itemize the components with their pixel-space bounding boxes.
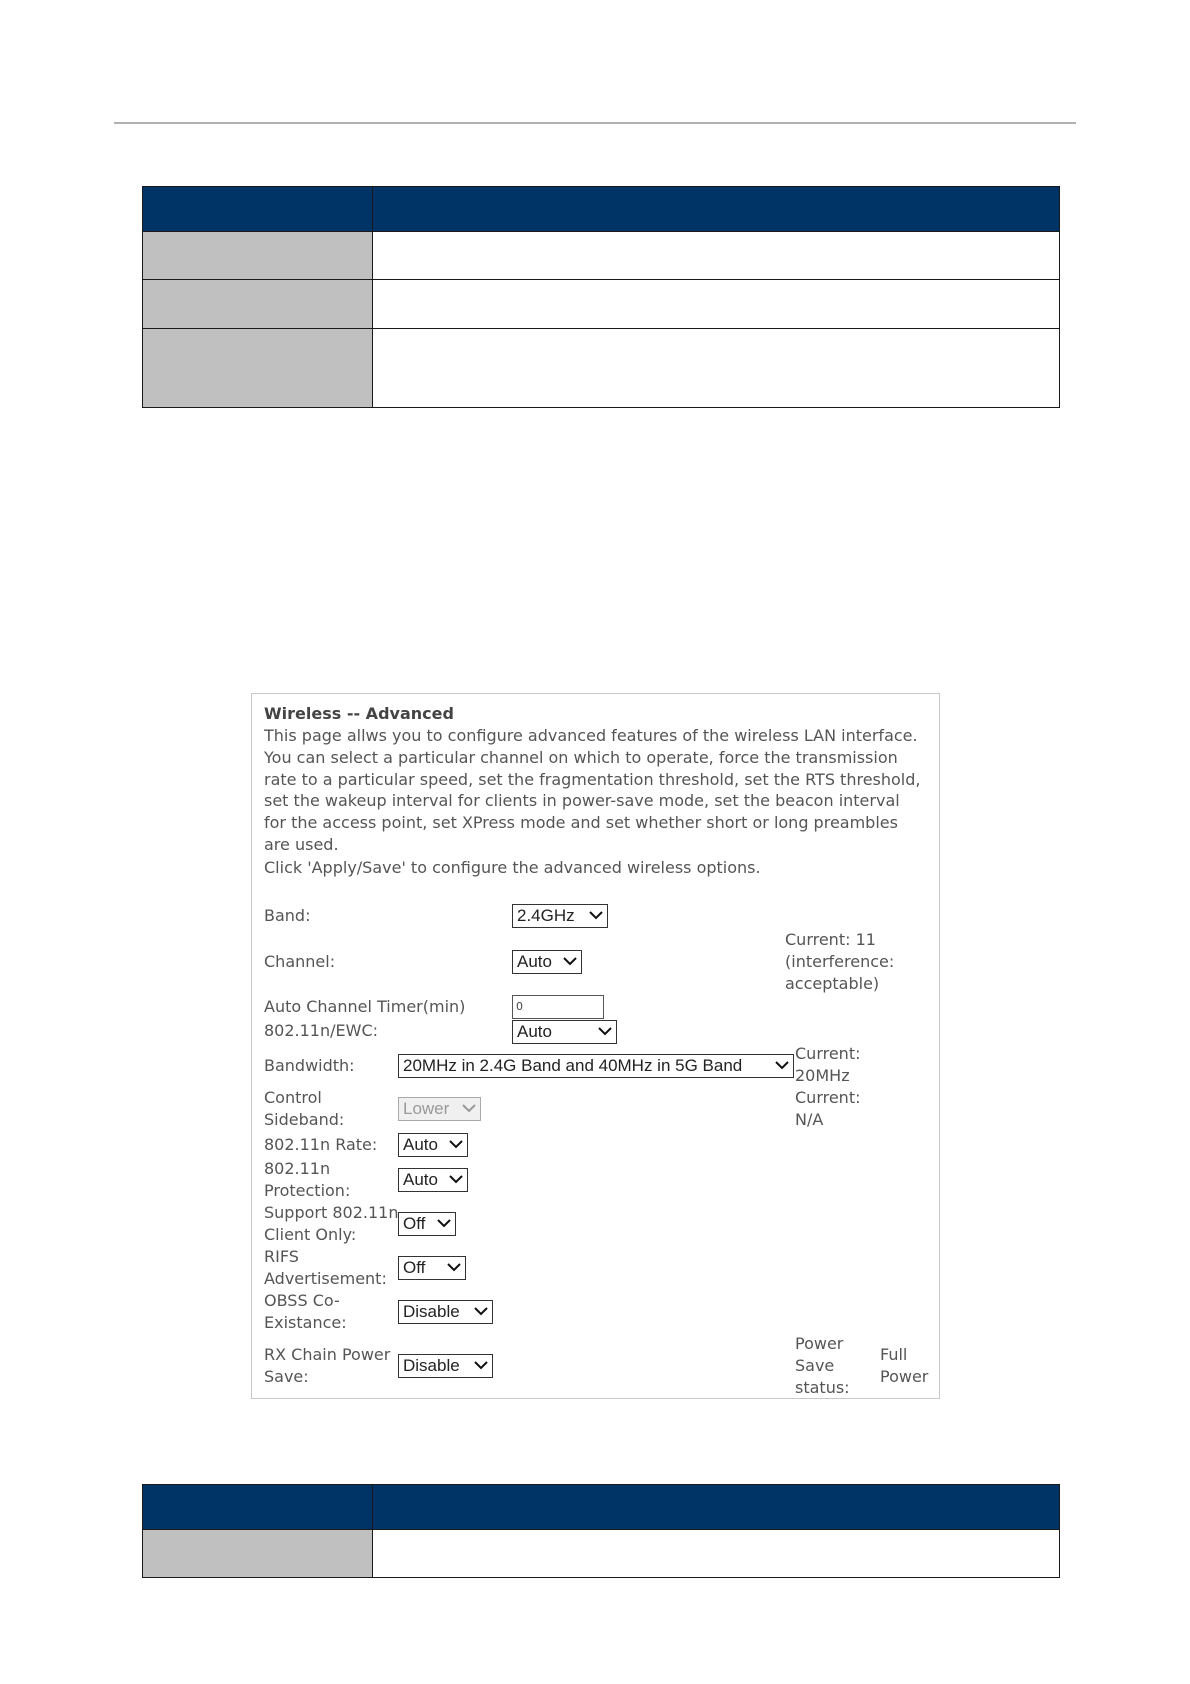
band-select[interactable]: 2.4GHz bbox=[512, 904, 608, 928]
rifs-label-line1: RIFS bbox=[264, 1247, 299, 1266]
channel-select[interactable]: Auto bbox=[512, 950, 582, 974]
chevron-down-icon bbox=[447, 1262, 461, 1272]
chevron-down-icon bbox=[449, 1139, 463, 1149]
table-row bbox=[143, 232, 1060, 280]
channel-current-line2: (interference: bbox=[785, 952, 895, 971]
description-table-bottom bbox=[142, 1484, 1060, 1578]
power-save-status-label-line2: Save bbox=[795, 1356, 835, 1375]
control-sideband-select[interactable]: Lower bbox=[398, 1097, 481, 1121]
control-sideband-label-line2: Sideband: bbox=[264, 1110, 345, 1129]
control-sideband-current-line1: Current: bbox=[795, 1088, 861, 1107]
rifs-select[interactable]: Off bbox=[398, 1256, 466, 1280]
power-save-status-label-line1: Power bbox=[795, 1334, 844, 1353]
n-client-only-select[interactable]: Off bbox=[398, 1212, 456, 1236]
chevron-down-icon bbox=[462, 1103, 476, 1113]
panel-description: This page allws you to configure advanced features of the wireless LAN interface. You can select a particular channel on which to operate, force the transmission rate to a particular speed, set the fragmentation threshold, set the RTS threshold, set the wakeup interval for clients in power-save mode, set the beacon interval for the access point, set XPress mode and set whether short or long preambles are used. bbox=[264, 726, 921, 854]
control-sideband-label-line1: Control bbox=[264, 1088, 322, 1107]
band-label: Band: bbox=[264, 906, 311, 925]
ewc-select[interactable]: Auto bbox=[512, 1020, 617, 1044]
power-save-status-label-line3: status: bbox=[795, 1378, 850, 1397]
n-client-only-label-line1: Support 802.11n bbox=[264, 1203, 399, 1222]
chevron-down-icon bbox=[563, 956, 577, 966]
bandwidth-label: Bandwidth: bbox=[264, 1056, 355, 1075]
n-rate-label: 802.11n Rate: bbox=[264, 1135, 378, 1154]
auto-channel-timer-input[interactable]: 0 bbox=[512, 995, 604, 1019]
power-save-status-value-line1: Full bbox=[880, 1345, 908, 1364]
control-sideband-current-line2: N/A bbox=[795, 1110, 824, 1129]
chevron-down-icon bbox=[437, 1218, 451, 1228]
obss-label-line1: OBSS Co- bbox=[264, 1291, 340, 1310]
chevron-down-icon bbox=[474, 1306, 488, 1316]
n-protection-label-line1: 802.11n bbox=[264, 1159, 331, 1178]
page-header-rule bbox=[114, 122, 1076, 124]
rifs-label-line2: Advertisement: bbox=[264, 1269, 387, 1288]
chevron-down-icon bbox=[598, 1026, 612, 1036]
n-rate-select[interactable]: Auto bbox=[398, 1133, 468, 1157]
rx-chain-select[interactable]: Disable bbox=[398, 1354, 493, 1378]
description-table-top bbox=[142, 186, 1060, 408]
panel-instruction: Click 'Apply/Save' to configure the advanced wireless options. bbox=[264, 858, 761, 877]
panel-title: Wireless -- Advanced bbox=[264, 704, 454, 723]
table-header-row bbox=[143, 187, 1060, 232]
n-client-only-label-line2: Client Only: bbox=[264, 1225, 357, 1244]
table-row bbox=[143, 280, 1060, 329]
chevron-down-icon bbox=[474, 1360, 488, 1370]
obss-label-line2: Existance: bbox=[264, 1313, 347, 1332]
table-header-row bbox=[143, 1485, 1060, 1530]
auto-channel-timer-label: Auto Channel Timer(min) bbox=[264, 997, 466, 1016]
n-protection-select[interactable]: Auto bbox=[398, 1168, 468, 1192]
rx-chain-label-line2: Save: bbox=[264, 1367, 309, 1386]
channel-current-line1: Current: 11 bbox=[785, 930, 876, 949]
channel-current-line3: acceptable) bbox=[785, 974, 880, 993]
ewc-label: 802.11n/EWC: bbox=[264, 1021, 379, 1040]
bandwidth-current-line1: Current: bbox=[795, 1044, 861, 1063]
power-save-status-value-line2: Power bbox=[880, 1367, 929, 1386]
wireless-advanced-panel bbox=[251, 693, 940, 1399]
channel-label: Channel: bbox=[264, 952, 336, 971]
chevron-down-icon bbox=[775, 1060, 789, 1070]
bandwidth-current-line2: 20MHz bbox=[795, 1066, 850, 1085]
rx-chain-label-line1: RX Chain Power bbox=[264, 1345, 391, 1364]
bandwidth-select[interactable]: 20MHz in 2.4G Band and 40MHz in 5G Band bbox=[398, 1054, 794, 1078]
table-row bbox=[143, 1530, 1060, 1578]
n-protection-label-line2: Protection: bbox=[264, 1181, 351, 1200]
chevron-down-icon bbox=[449, 1174, 463, 1184]
chevron-down-icon bbox=[589, 910, 603, 920]
obss-select[interactable]: Disable bbox=[398, 1300, 493, 1324]
table-row bbox=[143, 329, 1060, 408]
